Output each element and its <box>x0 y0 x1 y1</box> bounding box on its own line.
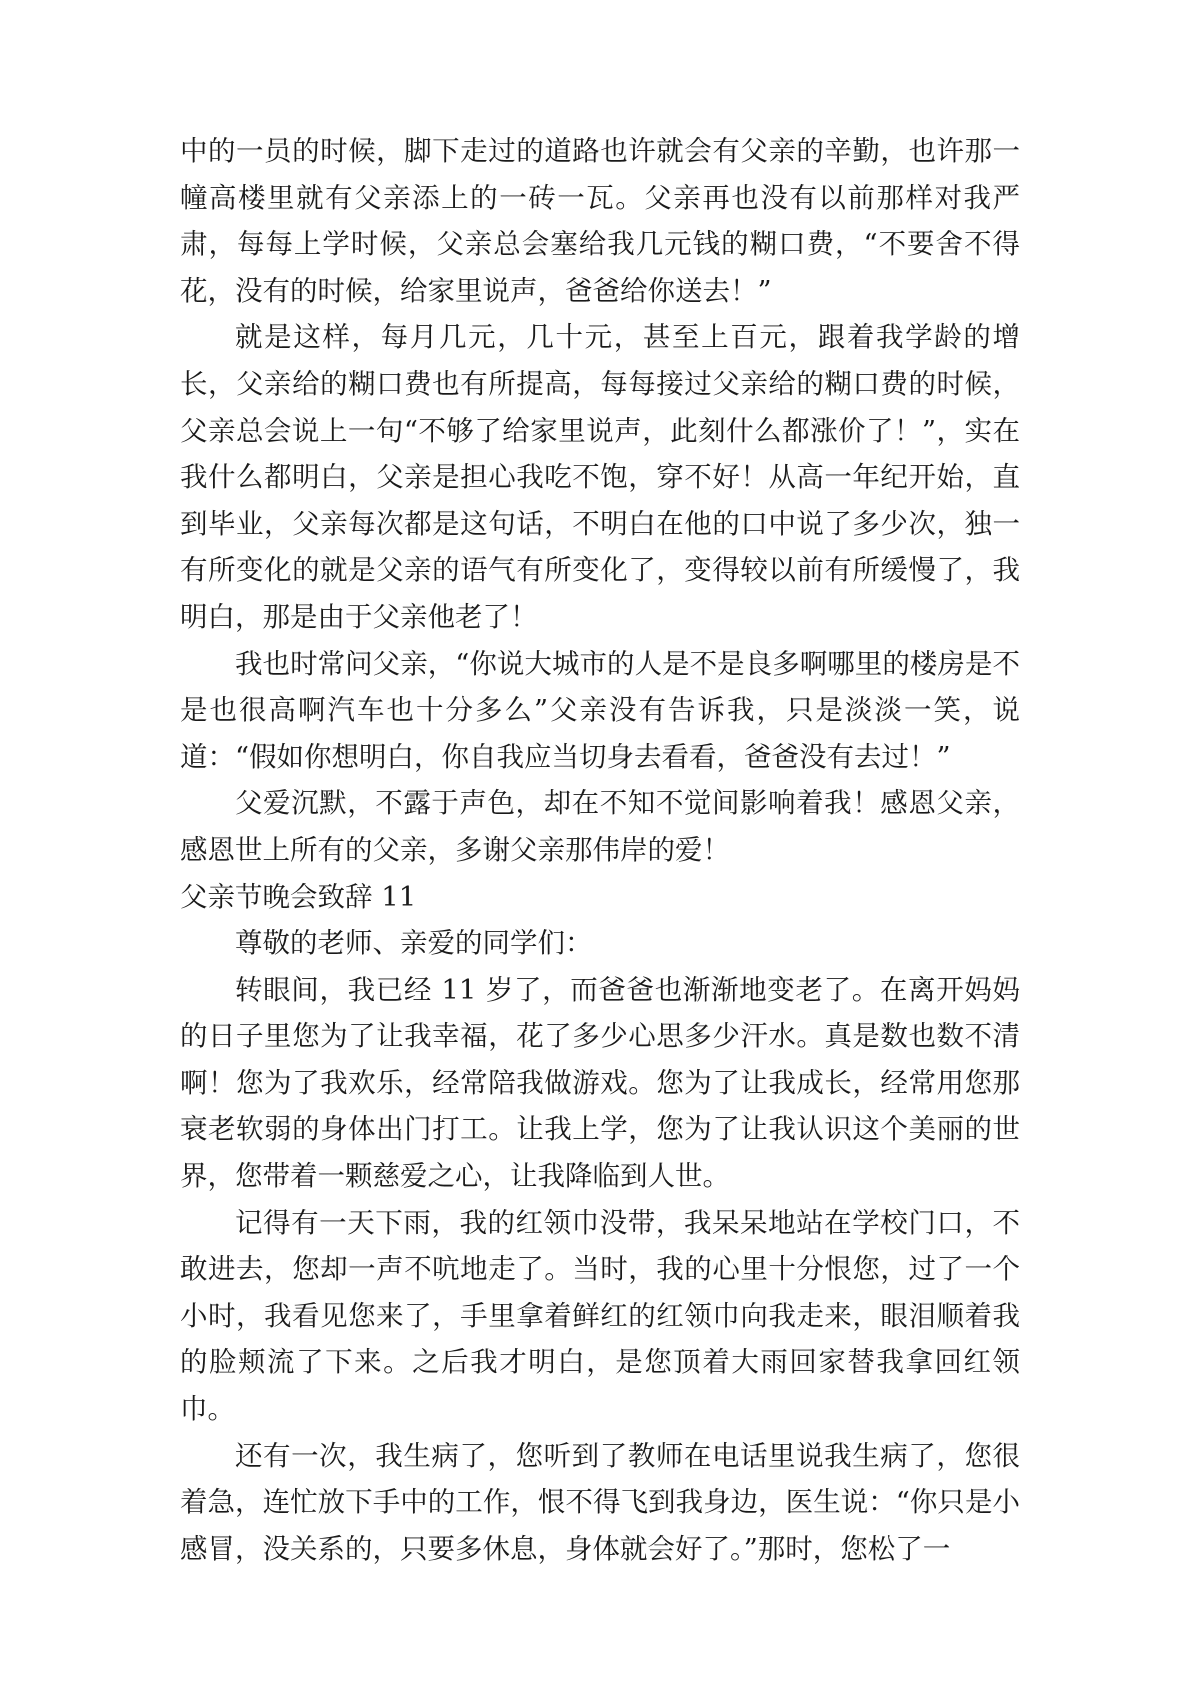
paragraph: 父爱沉默，不露于声色，却在不知不觉间影响着我！感恩父亲，感恩世上所有的父亲，多谢父亲那伟岸的爱！ <box>180 787 1020 866</box>
section-title: 父亲节晚会致辞 11 <box>180 880 417 913</box>
salutation: 尊敬的老师、亲爱的同学们： <box>235 927 593 960</box>
paragraph: 我也时常问父亲，“你说大城市的人是不是良多啊哪里的楼房是不是也很高啊汽车也十分多么”父亲没有告诉我，只是淡淡一笑，说道：“假如你想明白，你自我应当切身去看看，爸爸没有去过！” <box>180 647 1020 773</box>
paragraph: 还有一次，我生病了，您听到了教师在电话里说我生病了，您很着急，连忙放下手中的工作，恨不得飞到我身边，医生说：“你只是小感冒，没关系的，只要多休息，身体就会好了。”那时，您松了一 <box>180 1439 1020 1565</box>
document-page <box>180 128 1020 1572</box>
paragraph: 就是这样，每月几元，几十元，甚至上百元，跟着我学龄的增长，父亲给的糊口费也有所提高，每每接过父亲给的糊口费的时候，父亲总会说上一句“不够了给家里说声，此刻什么都涨价了！”，实在我什么都明白，父亲是担心我吃不饱，穿不好！从高一年纪开始，直到毕业，父亲每次都是这句话，不明白在他的口中说了多少次，独一有所变化的就是父亲的语气有所变化了，变得较以前有所缓慢了，我明白，那是由于父亲他老了！ <box>180 321 1020 633</box>
paragraph: 转眼间，我已经 11 岁了，而爸爸也渐渐地变老了。在离开妈妈的日子里您为了让我幸福，花了多少心思多少汗水。真是数也数不清啊！您为了我欢乐，经常陪我做游戏。您为了让我成长，经常用您那衰老软弱的身体出门打工。让我上学，您为了让我认识这个美丽的世界，您带着一颗慈爱之心，让我降临到人世。 <box>180 973 1020 1193</box>
paragraph: 记得有一天下雨，我的红领巾没带，我呆呆地站在学校门口，不敢进去，您却一声不吭地走了。当时，我的心里十分恨您，过了一个小时，我看见您来了，手里拿着鲜红的红领巾向我走来，眼泪顺着我的脸颊流了下来。之后我才明白，是您顶着大雨回家替我拿回红领巾。 <box>180 1206 1020 1426</box>
paragraph-continued: 中的一员的时候，脚下走过的道路也许就会有父亲的辛勤，也许那一幢高楼里就有父亲添上的一砖一瓦。父亲再也没有以前那样对我严肃，每每上学时候，父亲总会塞给我几元钱的糊口费，“不要舍不得花，没有的时候，给家里说声，爸爸给你送去！” <box>180 135 1020 307</box>
